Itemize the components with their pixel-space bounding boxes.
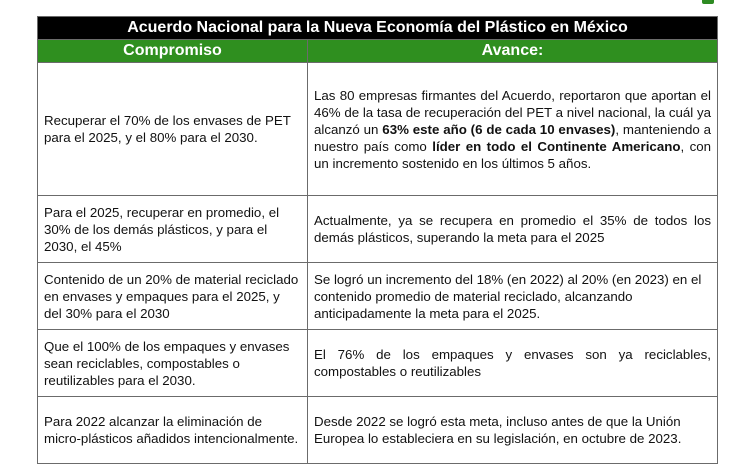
commitment-cell: Para 2022 alcanzar la eliminación de micro-plásticos añadidos intencionalmente. bbox=[38, 397, 308, 464]
progress-text: , con un incremento sostenido en los últimos 5 años. bbox=[314, 138, 712, 171]
progress-cell: Desde 2022 se logró esta meta, incluso antes de que la Unión Europea lo estableciera en su legislación, en octubre de 2023. bbox=[308, 397, 718, 464]
corner-accent-mark bbox=[702, 0, 714, 4]
commitment-cell: Recuperar el 70% de los envases de PET para el 2025, y el 80% para el 2030. bbox=[38, 63, 308, 196]
table-row bbox=[38, 196, 718, 263]
progress-text: , manteniendo a nuestro país como bbox=[314, 121, 712, 154]
table-row bbox=[38, 330, 718, 397]
header-progress: Avance: bbox=[308, 40, 718, 63]
header-row bbox=[38, 40, 718, 63]
commitment-cell: Para el 2025, recuperar en promedio, el 30% de los demás plásticos, y para el 2030, el 45% bbox=[38, 196, 308, 263]
progress-cell: El 76% de los empaques y envases son ya reciclables, compostables o reutilizables bbox=[308, 330, 718, 397]
progress-cell bbox=[308, 63, 718, 196]
table-row bbox=[38, 397, 718, 464]
header-commitment: Compromiso bbox=[38, 40, 308, 63]
title-row bbox=[38, 17, 718, 40]
table-row bbox=[38, 63, 718, 196]
progress-text: Las 80 empresas firmantes del Acuerdo, reportaron que aportan el 46% de la tasa de recuperación del PET a nivel nacional, la cuál ya alcanzó un bbox=[314, 87, 712, 137]
progress-highlight: líder en todo el Continente Americano bbox=[432, 138, 681, 154]
table-row bbox=[38, 263, 718, 330]
agreement-table bbox=[37, 16, 718, 464]
progress-cell: Actualmente, ya se recupera en promedio el 35% de todos los demás plásticos, superando la meta para el 2025 bbox=[308, 196, 718, 263]
progress-highlight: 63% este año (6 de cada 10 envases) bbox=[382, 121, 616, 137]
commitment-cell: Contenido de un 20% de material reciclado en envases y empaques para el 2025, y del 30% para el 2030 bbox=[38, 263, 308, 330]
progress-cell: Se logró un incremento del 18% (en 2022) al 20% (en 2023) en el contenido promedio de material reciclado, alcanzando anticipadamente la meta para el 2025. bbox=[308, 263, 718, 330]
commitment-cell: Que el 100% de los empaques y envases sean reciclables, compostables o reutilizables para el 2030. bbox=[38, 330, 308, 397]
table-title: Acuerdo Nacional para la Nueva Economía del Plástico en México bbox=[38, 17, 718, 40]
